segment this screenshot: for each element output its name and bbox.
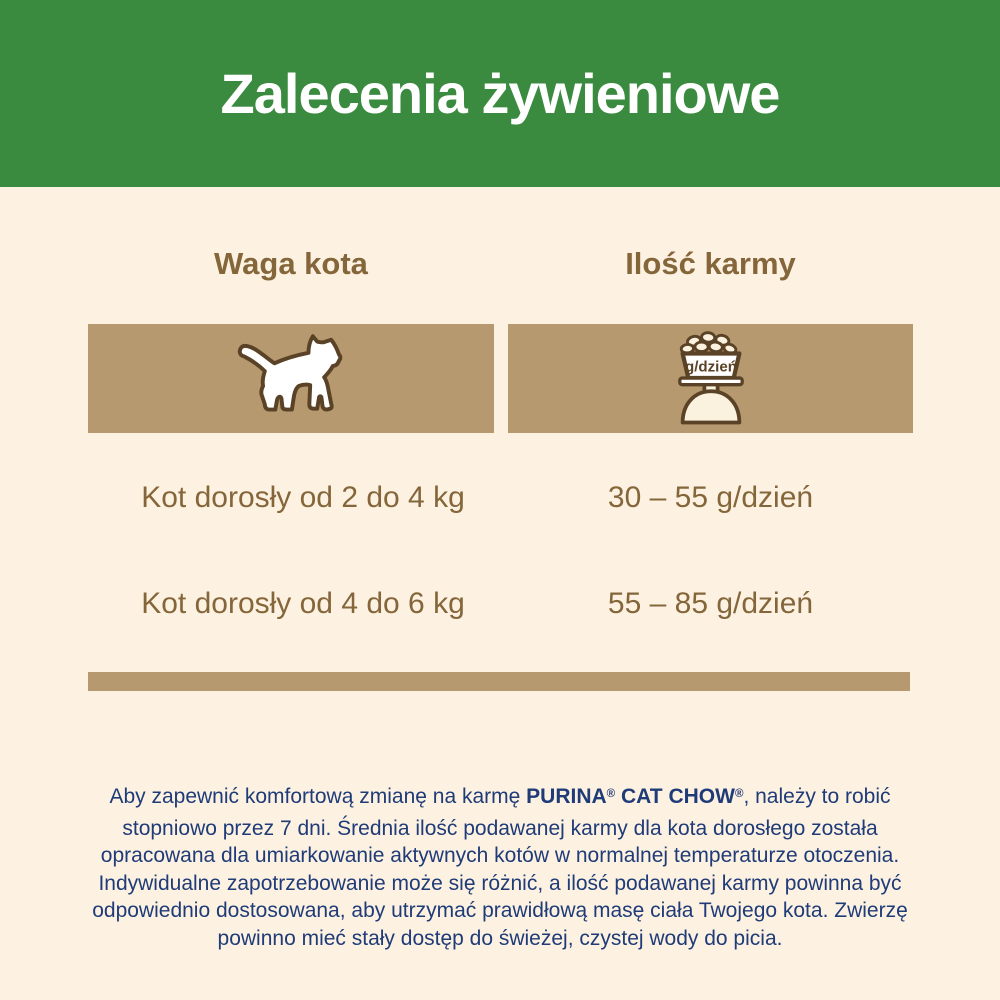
note-line-4: Indywidualne zapotrzebowanie może się różnić, a ilość podawanej karmy powinna być xyxy=(98,871,902,895)
divider-bar xyxy=(88,672,910,691)
table-row-1-weight: Kot dorosły od 2 do 4 kg xyxy=(141,481,465,514)
table-row-2-amount: 55 – 85 g/dzień xyxy=(607,587,814,620)
brand-name: PURINA® CAT CHOW® xyxy=(526,785,744,808)
table-row-1-amount: 30 – 55 g/dzień xyxy=(607,481,814,514)
note-line-1: Aby zapewnić komfortową zmianę na karmę PURINA® CAT CHOW®, należy to robić xyxy=(109,785,891,808)
cat-icon xyxy=(225,331,357,427)
page-title: Zalecenia żywieniowe xyxy=(220,62,780,125)
note-line-6: powinno mieć stały dostęp do świeżej, czystej wody do picia. xyxy=(217,926,783,950)
column-header-amount xyxy=(508,244,913,284)
header-banner xyxy=(0,0,1000,187)
column-header-weight xyxy=(88,244,494,284)
food-scale-icon xyxy=(654,327,768,431)
note-line-3: opracowana dla umiarkowanie aktywnych kotów w normalnej temperaturze otoczenia. xyxy=(100,844,900,867)
registered-mark: ® xyxy=(734,788,744,801)
weight-column-band xyxy=(88,324,494,433)
scale-unit-label: g/dzień xyxy=(684,357,737,375)
column-header-amount-label: Ilość karmy xyxy=(625,246,796,281)
registered-mark: ® xyxy=(606,788,616,801)
column-header-weight-label: Waga kota xyxy=(214,246,368,281)
note-line-5: odpowiednio dostosowana, aby utrzymać prawidłową masę ciała Twojego kota. Zwierzę xyxy=(92,899,908,922)
feeding-note xyxy=(50,783,950,952)
table-row-2-weight: Kot dorosły od 4 do 6 kg xyxy=(141,587,465,620)
amount-column-band xyxy=(508,324,913,433)
note-line-2: stopniowo przez 7 dni. Średnia ilość podawanej karmy dla kota dorosłego została xyxy=(122,816,878,840)
